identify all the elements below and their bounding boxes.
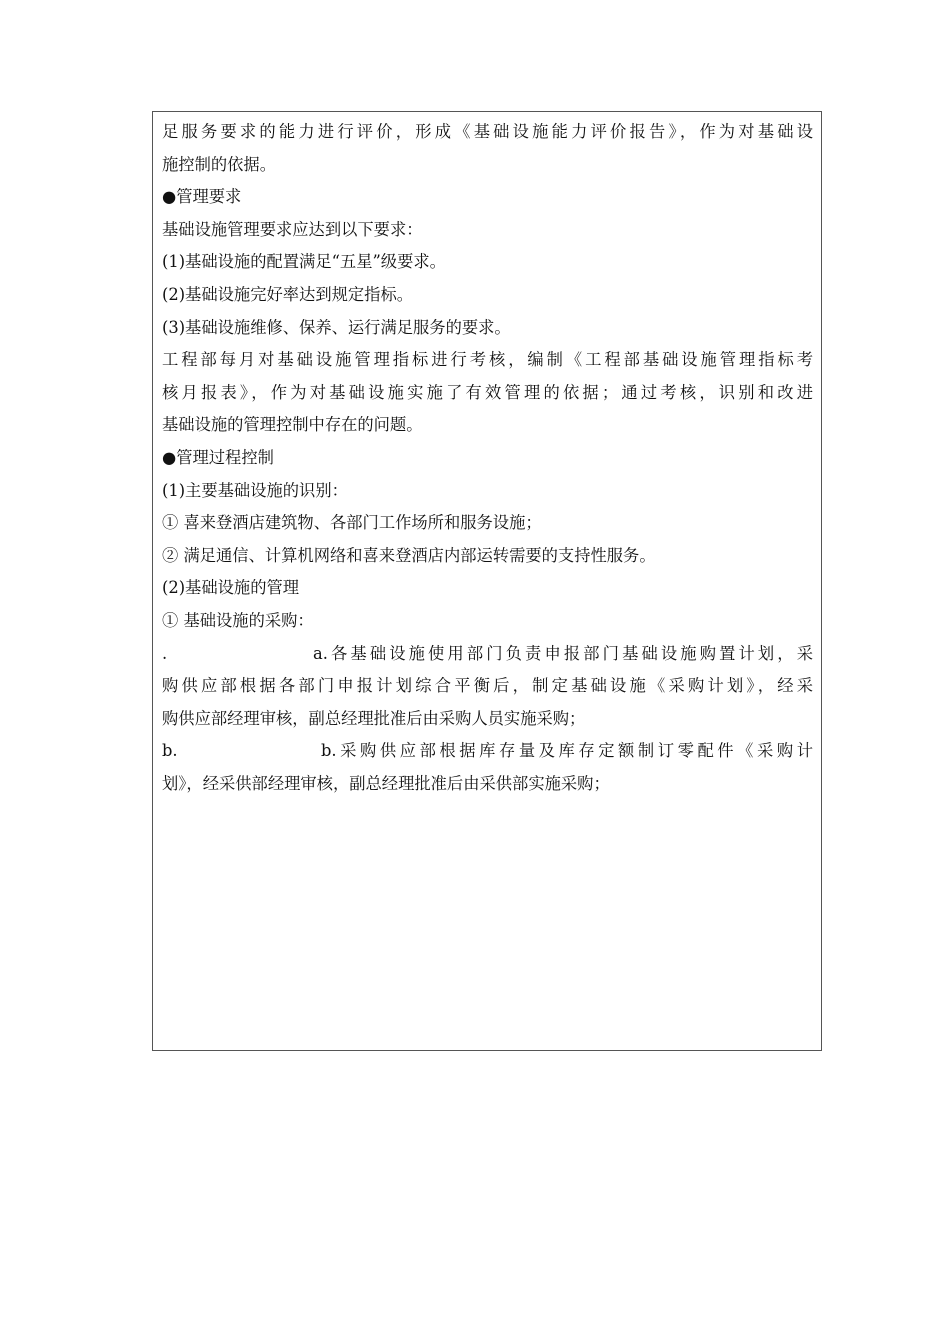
procurement-b-marker: b.: [162, 741, 178, 761]
paragraph-1-line-2: 施控制的依据。: [162, 154, 276, 174]
procurement-b-text: b.采购供应部根据库存量及库存定额制订零配件《采购计: [321, 741, 813, 761]
identification-item-1: ① 喜来登酒店建筑物、各部门工作场所和服务设施；: [162, 513, 542, 533]
procurement-a-line-3: 购供应部经理审核，副总经理批准后由采购人员实施采购；: [162, 708, 586, 728]
section-heading-management-requirements: ●管理要求: [162, 187, 242, 207]
procurement-b-line-2: 划》，经采供部经理审核，副总经理批准后由采供部实施采购；: [162, 773, 610, 793]
requirement-item-1: (1)基础设施的配置满足“五星”级要求。: [162, 252, 446, 272]
paragraph-2-line-1: 工程部每月对基础设施管理指标进行考核，编制《工程部基础设施管理指标考: [162, 350, 813, 370]
procurement-heading: ① 基础设施的采购：: [162, 610, 314, 630]
procurement-b-line-1: [162, 735, 813, 768]
requirement-item-3: (3)基础设施维修、保养、运行满足服务的要求。: [162, 317, 511, 337]
paragraph-1-line-1: 足服务要求的能力进行评价，形成《基础设施能力评价报告》，作为对基础设: [162, 122, 813, 141]
identification-heading: (1)主要基础设施的识别：: [162, 480, 348, 500]
requirement-item-2: (2)基础设施完好率达到规定指标。: [162, 284, 414, 304]
section-heading-process-control: ●管理过程控制: [162, 447, 274, 467]
management-heading: (2)基础设施的管理: [162, 578, 300, 598]
procurement-a-line-1: [162, 638, 813, 671]
procurement-a-text: a.各基础设施使用部门负责申报部门基础设施购置计划，采: [313, 643, 813, 663]
identification-item-2: ② 满足通信、计算机网络和喜来登酒店内部运转需要的支持性服务。: [162, 545, 656, 565]
document-frame: [152, 111, 822, 1051]
paragraph-2-line-2: 核月报表》，作为对基础设施实施了有效管理的依据；通过考核，识别和改进: [162, 382, 813, 402]
paragraph-2-line-3: 基础设施的管理控制中存在的问题。: [162, 415, 423, 435]
procurement-a-marker: .: [162, 643, 168, 663]
requirements-intro: 基础设施管理要求应达到以下要求：: [162, 219, 423, 239]
procurement-a-line-2: 购供应部根据各部门申报计划综合平衡后，制定基础设施《采购计划》，经采: [162, 676, 813, 696]
